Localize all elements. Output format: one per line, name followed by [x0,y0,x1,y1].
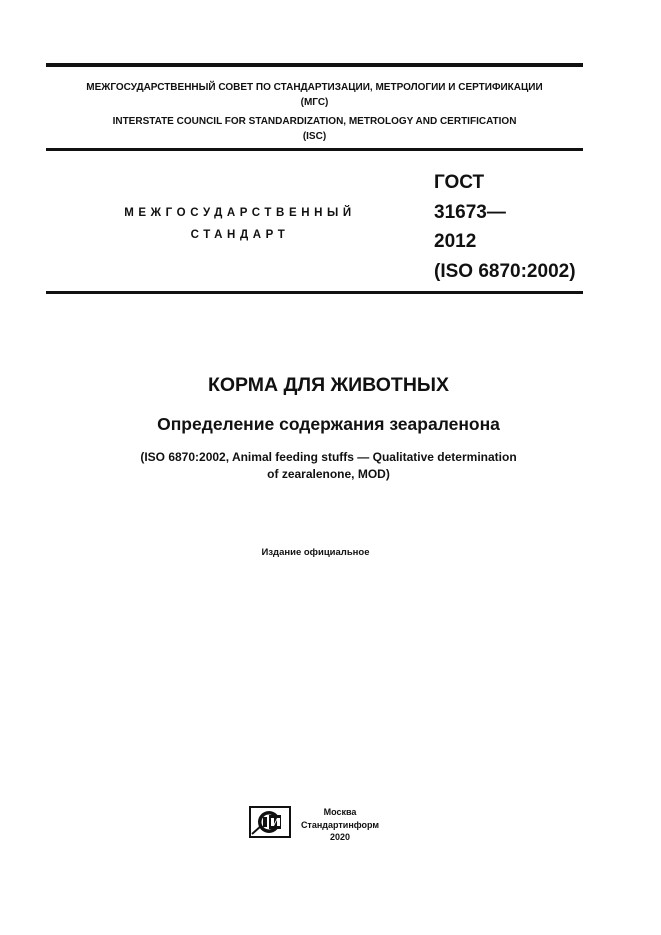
standard-type-line1: МЕЖГОСУДАРСТВЕННЫЙ [124,207,356,219]
gost-number: 31673— [434,201,506,223]
designation-rule [46,291,583,294]
council-abbr-ru: (МГС) [300,97,329,108]
gost-year: 2012 [434,231,477,252]
gost-label: ГОСТ [434,172,485,193]
standard-type-line2: СТАНДАРТ [190,229,290,241]
standartinform-logo [249,806,291,843]
council-header [46,80,583,144]
publisher-name: Стандартинформ [300,819,380,830]
header-rule [46,148,583,151]
iso-reference-line1: (ISO 6870:2002, Animal feeding stuffs — Qualitative determination [140,450,517,464]
standard-type [110,202,370,246]
top-rule [46,63,583,67]
gost-iso-ref: (ISO 6870:2002) [434,260,576,282]
edition-label: Издание официальное [261,547,370,558]
publisher-city: Москва [323,807,357,817]
council-name-ru: МЕЖГОСУДАРСТВЕННЫЙ СОВЕТ ПО СТАНДАРТИЗАЦИИ, МЕТРОЛОГИИ И СЕРТИФИКАЦИИ [86,82,543,93]
gost-designation [434,168,576,286]
publisher-year: 2020 [329,832,351,842]
council-name-en: INTERSTATE COUNCIL FOR STANDARDIZATION, METROLOGY AND CERTIFICATION [112,116,517,127]
iso-reference [0,449,659,482]
publisher-logo-icon [249,806,291,838]
document-title: КОРМА ДЛЯ ЖИВОТНЫХ [207,374,450,396]
document-subtitle: Определение содержания зеараленона [157,414,500,434]
council-abbr-en: (ISC) [302,131,327,142]
iso-reference-line2: of zearalenone, MOD) [267,466,390,481]
publisher-info [300,806,380,844]
